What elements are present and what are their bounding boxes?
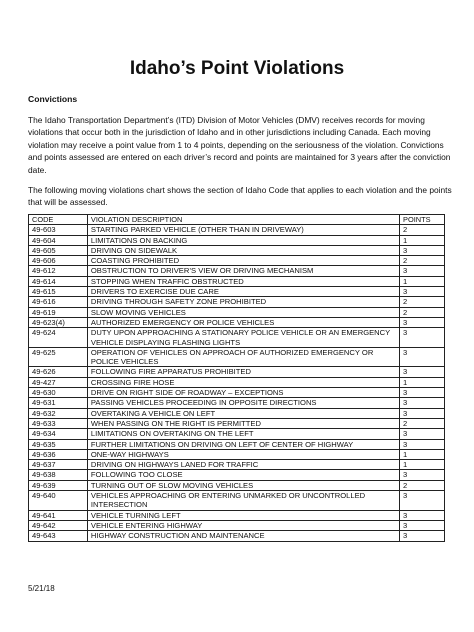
violation-points-cell: 2 bbox=[400, 307, 445, 317]
violation-description-cell: STOPPING WHEN TRAFFIC OBSTRUCTED bbox=[87, 276, 399, 286]
violation-points-cell: 3 bbox=[400, 470, 445, 480]
table-row bbox=[29, 256, 445, 266]
table-row bbox=[29, 377, 445, 387]
violation-code-cell: 49-631 bbox=[29, 398, 88, 408]
violation-code-cell: 49-638 bbox=[29, 470, 88, 480]
table-row bbox=[29, 520, 445, 530]
violation-points-cell: 3 bbox=[400, 266, 445, 276]
violation-points-cell: 3 bbox=[400, 520, 445, 530]
table-row bbox=[29, 245, 445, 255]
violations-table bbox=[28, 214, 445, 542]
violation-description-cell: OPERATION OF VEHICLES ON APPROACH OF AUTHORIZED EMERGENCY OR POLICE VEHICLES bbox=[87, 347, 399, 367]
table-row bbox=[29, 388, 445, 398]
violation-description-cell: DRIVING ON SIDEWALK bbox=[87, 245, 399, 255]
table-row bbox=[29, 328, 445, 348]
violation-description-cell: AUTHORIZED EMERGENCY OR POLICE VEHICLES bbox=[87, 317, 399, 327]
violation-code-cell: 49-612 bbox=[29, 266, 88, 276]
violation-points-cell: 3 bbox=[400, 439, 445, 449]
violation-code-cell: 49-624 bbox=[29, 328, 88, 348]
violation-points-cell: 2 bbox=[400, 256, 445, 266]
violation-code-cell: 49-634 bbox=[29, 429, 88, 439]
violation-points-cell: 3 bbox=[400, 347, 445, 367]
violation-code-cell: 49-641 bbox=[29, 510, 88, 520]
table-row bbox=[29, 276, 445, 286]
page-title: Idaho’s Point Violations bbox=[129, 58, 345, 79]
violation-code-cell: 49-606 bbox=[29, 256, 88, 266]
violation-code-cell: 49-637 bbox=[29, 460, 88, 470]
violation-description-cell: FOLLOWING FIRE APPARATUS PROHIBITED bbox=[87, 367, 399, 377]
code-column-header: CODE bbox=[29, 215, 88, 225]
violation-points-cell: 3 bbox=[400, 388, 445, 398]
violation-code-cell: 49-642 bbox=[29, 520, 88, 530]
violation-code-cell: 49-639 bbox=[29, 480, 88, 490]
violation-description-cell: FOLLOWING TOO CLOSE bbox=[87, 470, 399, 480]
violation-code-cell: 49-427 bbox=[29, 377, 88, 387]
table-row bbox=[29, 307, 445, 317]
violation-points-cell: 2 bbox=[400, 480, 445, 490]
table-row bbox=[29, 449, 445, 459]
violation-description-cell: LIMITATIONS ON BACKING bbox=[87, 235, 399, 245]
table-row bbox=[29, 347, 445, 367]
table-row bbox=[29, 317, 445, 327]
description-column-header: VIOLATION DESCRIPTION bbox=[87, 215, 399, 225]
violation-description-cell: DRIVERS TO EXERCISE DUE CARE bbox=[87, 287, 399, 297]
table-row bbox=[29, 470, 445, 480]
violation-code-cell: 49-635 bbox=[29, 439, 88, 449]
table-row bbox=[29, 398, 445, 408]
table-header-row bbox=[29, 215, 445, 225]
table-row bbox=[29, 429, 445, 439]
section-heading: Convictions bbox=[28, 94, 78, 104]
violation-code-cell: 49-603 bbox=[29, 225, 88, 235]
table-row bbox=[29, 367, 445, 377]
violation-code-cell: 49-625 bbox=[29, 347, 88, 367]
violation-code-cell: 49-615 bbox=[29, 287, 88, 297]
violation-points-cell: 1 bbox=[400, 235, 445, 245]
violation-points-cell: 3 bbox=[400, 510, 445, 520]
violation-description-cell: DUTY UPON APPROACHING A STATIONARY POLICE VEHICLE OR AN EMERGENCY VEHICLE DISPLAYING FLASHING LIGHTS bbox=[87, 328, 399, 348]
violation-description-cell: OVERTAKING A VEHICLE ON LEFT bbox=[87, 408, 399, 418]
chart-description-paragraph: The following moving violations chart shows the section of Idaho Code that applies to each violation and the points that will be assessed. bbox=[28, 185, 452, 208]
violation-points-cell: 3 bbox=[400, 429, 445, 439]
violation-points-cell: 1 bbox=[400, 449, 445, 459]
violation-code-cell: 49-616 bbox=[29, 297, 88, 307]
violation-code-cell: 49-605 bbox=[29, 245, 88, 255]
violations-table-body bbox=[29, 225, 445, 541]
table-row bbox=[29, 510, 445, 520]
violation-description-cell: VEHICLES APPROACHING OR ENTERING UNMARKED OR UNCONTROLLED INTERSECTION bbox=[87, 491, 399, 511]
violation-description-cell: LIMITATIONS ON OVERTAKING ON THE LEFT bbox=[87, 429, 399, 439]
table-row bbox=[29, 287, 445, 297]
violation-description-cell: HIGHWAY CONSTRUCTION AND MAINTENANCE bbox=[87, 531, 399, 541]
violation-points-cell: 1 bbox=[400, 276, 445, 286]
violation-description-cell: TURNING OUT OF SLOW MOVING VEHICLES bbox=[87, 480, 399, 490]
violation-description-cell: FURTHER LIMITATIONS ON DRIVING ON LEFT OF CENTER OF HIGHWAY bbox=[87, 439, 399, 449]
violation-code-cell: 49-643 bbox=[29, 531, 88, 541]
table-row bbox=[29, 266, 445, 276]
violation-points-cell: 3 bbox=[400, 245, 445, 255]
violation-code-cell: 49-626 bbox=[29, 367, 88, 377]
table-row bbox=[29, 480, 445, 490]
violation-code-cell: 49-619 bbox=[29, 307, 88, 317]
violation-description-cell: DRIVE ON RIGHT SIDE OF ROADWAY – EXCEPTIONS bbox=[87, 388, 399, 398]
table-row bbox=[29, 460, 445, 470]
violation-description-cell: CROSSING FIRE HOSE bbox=[87, 377, 399, 387]
violation-code-cell: 49-636 bbox=[29, 449, 88, 459]
violation-description-cell: ONE-WAY HIGHWAYS bbox=[87, 449, 399, 459]
violation-description-cell: VEHICLE TURNING LEFT bbox=[87, 510, 399, 520]
violation-points-cell: 2 bbox=[400, 418, 445, 428]
footer-date: 5/21/18 bbox=[28, 584, 55, 593]
violation-points-cell: 3 bbox=[400, 287, 445, 297]
table-row bbox=[29, 491, 445, 511]
violation-points-cell: 3 bbox=[400, 491, 445, 511]
violation-description-cell: VEHICLE ENTERING HIGHWAY bbox=[87, 520, 399, 530]
violation-description-cell: PASSING VEHICLES PROCEEDING IN OPPOSITE DIRECTIONS bbox=[87, 398, 399, 408]
table-row bbox=[29, 225, 445, 235]
table-row bbox=[29, 531, 445, 541]
violation-code-cell: 49-614 bbox=[29, 276, 88, 286]
table-row bbox=[29, 235, 445, 245]
intro-paragraph: The Idaho Transportation Department’s (ITD) Division of Motor Vehicles (DMV) receives records for moving violations that occur both in the jurisdiction of Idaho and in other jurisdictions including Canada. Each moving violation may receive a point value from 1 to 4 points, depending on the seriousness of the violation. Convictions and points assessed are entered on each driver’s record and points are maintained for 3 years after the conviction date. bbox=[28, 115, 451, 175]
table-row bbox=[29, 439, 445, 449]
table-row bbox=[29, 418, 445, 428]
violation-points-cell: 1 bbox=[400, 377, 445, 387]
table-row bbox=[29, 297, 445, 307]
violation-points-cell: 3 bbox=[400, 398, 445, 408]
points-column-header: POINTS bbox=[400, 215, 445, 225]
violation-description-cell: COASTING PROHIBITED bbox=[87, 256, 399, 266]
violation-description-cell: OBSTRUCTION TO DRIVER’S VIEW OR DRIVING MECHANISM bbox=[87, 266, 399, 276]
violation-description-cell: WHEN PASSING ON THE RIGHT IS PERMITTED bbox=[87, 418, 399, 428]
violation-points-cell: 2 bbox=[400, 225, 445, 235]
violation-code-cell: 49-604 bbox=[29, 235, 88, 245]
table-row bbox=[29, 408, 445, 418]
violation-description-cell: DRIVING THROUGH SAFETY ZONE PROHIBITED bbox=[87, 297, 399, 307]
violation-description-cell: SLOW MOVING VEHICLES bbox=[87, 307, 399, 317]
violation-points-cell: 1 bbox=[400, 460, 445, 470]
violation-points-cell: 2 bbox=[400, 297, 445, 307]
violation-code-cell: 49-630 bbox=[29, 388, 88, 398]
violation-points-cell: 3 bbox=[400, 367, 445, 377]
violation-code-cell: 49-632 bbox=[29, 408, 88, 418]
violation-points-cell: 3 bbox=[400, 317, 445, 327]
violation-points-cell: 3 bbox=[400, 328, 445, 348]
violation-code-cell: 49-623(4) bbox=[29, 317, 88, 327]
violation-code-cell: 49-640 bbox=[29, 491, 88, 511]
violation-description-cell: DRIVING ON HIGHWAYS LANED FOR TRAFFIC bbox=[87, 460, 399, 470]
violation-description-cell: STARTING PARKED VEHICLE (OTHER THAN IN DRIVEWAY) bbox=[87, 225, 399, 235]
violation-points-cell: 3 bbox=[400, 408, 445, 418]
violation-code-cell: 49-633 bbox=[29, 418, 88, 428]
violation-points-cell: 3 bbox=[400, 531, 445, 541]
